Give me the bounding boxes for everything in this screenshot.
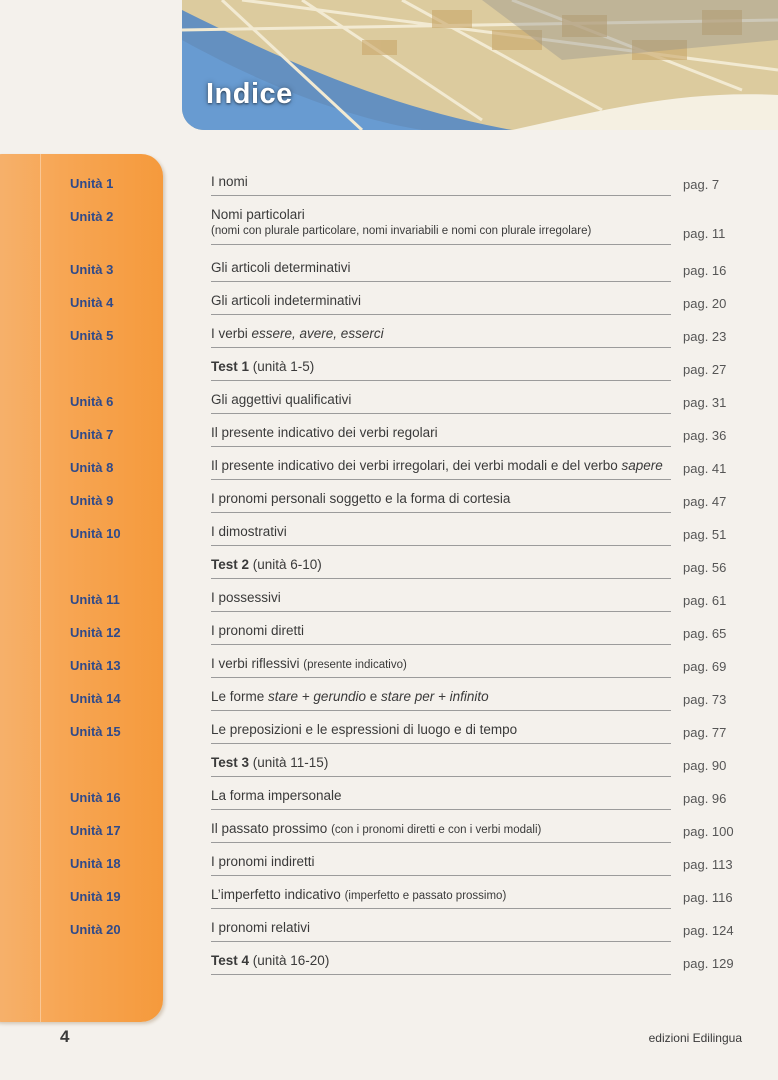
- toc-entry[interactable]: [211, 359, 671, 381]
- entry-title-part: (presente indicativo): [303, 659, 407, 671]
- entry-title-part: Il presente indicativo dei verbi regolari: [211, 425, 438, 440]
- page-ref: pag. 100: [683, 824, 734, 839]
- entry-title-part: (unità 6-10): [249, 557, 322, 572]
- toc-entry[interactable]: [211, 392, 671, 414]
- toc-entry[interactable]: [211, 722, 671, 744]
- entry-title: [211, 722, 671, 737]
- entry-title-part: Gli aggettivi qualificativi: [211, 392, 352, 407]
- entry-title: [211, 887, 671, 902]
- entry-title: [211, 174, 671, 189]
- entry-title-part: sapere: [621, 458, 663, 473]
- page-ref: pag. 11: [683, 226, 726, 241]
- entry-title-part: I pronomi diretti: [211, 623, 305, 638]
- divider: [211, 380, 671, 381]
- entry-title-part: Nomi particolari: [211, 207, 305, 222]
- divider: [211, 974, 671, 975]
- entry-title-part: I verbi riflessivi: [211, 656, 304, 671]
- unit-label: Unità 2: [70, 209, 114, 224]
- toc-entry[interactable]: [211, 207, 671, 245]
- divider: [211, 875, 671, 876]
- divider: [211, 413, 671, 414]
- entry-title-part: I pronomi relativi: [211, 920, 311, 935]
- page-number: 4: [60, 1027, 70, 1046]
- entry-title-part: Il presente indicativo dei verbi irregolari, dei verbi modali e del verbo: [211, 458, 622, 473]
- divider: [211, 908, 671, 909]
- page-ref: pag. 31: [683, 395, 727, 410]
- entry-title: [211, 920, 671, 935]
- toc-entry[interactable]: [211, 788, 671, 810]
- entry-title-part: Test 1: [211, 359, 250, 374]
- toc-entry[interactable]: [211, 557, 671, 579]
- divider: [211, 677, 671, 678]
- divider: [211, 776, 671, 777]
- unit-label: Unità 8: [70, 460, 114, 475]
- page-ref: pag. 77: [683, 725, 727, 740]
- toc-entry[interactable]: [211, 491, 671, 513]
- entry-title: [211, 326, 671, 341]
- publisher-name: edizioni Edilingua: [648, 1031, 742, 1045]
- unit-label: Unità 4: [70, 295, 114, 310]
- toc-entry[interactable]: [211, 755, 671, 777]
- toc-entry[interactable]: [211, 689, 671, 711]
- divider: [211, 281, 671, 282]
- page-ref: pag. 61: [683, 593, 727, 608]
- entry-title: [211, 458, 671, 473]
- entry-title-part: L’imperfetto indicativo: [211, 887, 345, 902]
- entry-title-part: I nomi: [211, 174, 248, 189]
- divider: [211, 644, 671, 645]
- page-ref: pag. 116: [683, 890, 733, 905]
- unit-label: Unità 10: [70, 526, 121, 541]
- unit-label: Unità 7: [70, 427, 114, 442]
- toc-entry[interactable]: [211, 174, 671, 196]
- unit-label: Unità 18: [70, 856, 121, 871]
- entry-title: [211, 557, 671, 572]
- unit-label: Unità 17: [70, 823, 121, 838]
- entry-title: [211, 524, 671, 539]
- unit-label: Unità 6: [70, 394, 114, 409]
- toc-entry[interactable]: [211, 920, 671, 942]
- header-banner: [182, 0, 778, 130]
- entry-title-part: I verbi: [211, 326, 252, 341]
- entry-title-part: Il passato prossimo: [211, 821, 332, 836]
- entry-title-part: (imperfetto e passato prossimo): [344, 890, 507, 902]
- entry-title-part: (unità 11-15): [249, 755, 329, 770]
- entry-title-part: Le preposizioni e le espressioni di luogo e di tempo: [211, 722, 518, 737]
- toc-entry[interactable]: [211, 260, 671, 282]
- entry-title-part: I pronomi personali soggetto e la forma di cortesia: [211, 491, 511, 506]
- unit-label: Unità 12: [70, 625, 121, 640]
- entry-title: [211, 623, 671, 638]
- entry-title: [211, 755, 671, 770]
- toc-entry[interactable]: [211, 458, 671, 480]
- toc-entry[interactable]: [211, 326, 671, 348]
- divider: [211, 611, 671, 612]
- divider: [211, 545, 671, 546]
- page-ref: pag. 96: [683, 791, 727, 806]
- page-ref: pag. 41: [683, 461, 727, 476]
- entry-title: [211, 854, 671, 869]
- entry-title-part: essere, avere, esserci: [251, 326, 384, 341]
- entry-title: [211, 953, 671, 968]
- divider: [211, 244, 671, 245]
- unit-label: Unità 20: [70, 922, 121, 937]
- page-ref: pag. 69: [683, 659, 727, 674]
- entry-title-part: (unità 16-20): [249, 953, 330, 968]
- divider: [211, 842, 671, 843]
- unit-label: Unità 5: [70, 328, 114, 343]
- entry-title: [211, 293, 671, 308]
- toc-entry[interactable]: [211, 887, 671, 909]
- unit-label: Unità 14: [70, 691, 121, 706]
- entry-title-part: (con i pronomi diretti e con i verbi modali): [331, 824, 542, 836]
- page-ref: pag. 73: [683, 692, 727, 707]
- page-ref: pag. 36: [683, 428, 727, 443]
- divider: [211, 347, 671, 348]
- entry-title: [211, 689, 671, 704]
- entry-title: [211, 656, 671, 671]
- divider: [211, 314, 671, 315]
- entry-title-part: Test 3: [211, 755, 250, 770]
- divider: [211, 512, 671, 513]
- divider: [211, 743, 671, 744]
- entry-title-part: Le forme: [211, 689, 269, 704]
- divider: [211, 809, 671, 810]
- entry-title: [211, 260, 671, 275]
- entry-title-part: Gli articoli indeterminativi: [211, 293, 362, 308]
- unit-label: Unità 11: [70, 592, 120, 607]
- page-ref: pag. 51: [683, 527, 727, 542]
- divider: [211, 578, 671, 579]
- page-ref: pag. 65: [683, 626, 727, 641]
- unit-label: Unità 9: [70, 493, 114, 508]
- toc-entry[interactable]: [211, 623, 671, 645]
- page-ref: pag. 7: [683, 177, 720, 192]
- entry-title: [211, 491, 671, 506]
- page-ref: pag. 56: [683, 560, 727, 575]
- entry-title-part: Gli articoli determinativi: [211, 260, 351, 275]
- entry-title-part: I pronomi indiretti: [211, 854, 315, 869]
- entry-title-part: I possessivi: [211, 590, 281, 605]
- entry-title: [211, 821, 671, 836]
- toc-entry[interactable]: [211, 293, 671, 315]
- page-ref: pag. 16: [683, 263, 727, 278]
- page-ref: pag. 90: [683, 758, 727, 773]
- toc-entry[interactable]: [211, 656, 671, 678]
- page-ref: pag. 129: [683, 956, 734, 971]
- entry-title-part: La forma impersonale: [211, 788, 342, 803]
- unit-label: Unità 13: [70, 658, 121, 673]
- toc-entry[interactable]: [211, 953, 671, 975]
- divider: [211, 479, 671, 480]
- toc-entry[interactable]: [211, 590, 671, 612]
- divider: [211, 710, 671, 711]
- unit-label: Unità 15: [70, 724, 121, 739]
- page-ref: pag. 113: [683, 857, 733, 872]
- entry-title-part: Test 4: [211, 953, 250, 968]
- toc-entry[interactable]: [211, 524, 671, 546]
- entry-title-part: (unità 1-5): [249, 359, 315, 374]
- divider: [211, 941, 671, 942]
- page-ref: pag. 23: [683, 329, 727, 344]
- entry-title: [211, 207, 671, 222]
- unit-label: Unità 1: [70, 176, 114, 191]
- divider: [211, 446, 671, 447]
- page-ref: pag. 20: [683, 296, 727, 311]
- entry-title-part: stare + gerundio: [268, 689, 366, 704]
- entry-subtitle: (nomi con plurale particolare, nomi invariabili e nomi con plurale irregolare): [211, 225, 592, 237]
- entry-title: [211, 590, 671, 605]
- toc-entry[interactable]: [211, 425, 671, 447]
- entry-title-part: Test 2: [211, 557, 250, 572]
- toc-entry[interactable]: [211, 821, 671, 843]
- entry-title-part: stare per + infinito: [381, 689, 489, 704]
- unit-label: Unità 16: [70, 790, 121, 805]
- entry-title: [211, 359, 671, 374]
- page-ref: pag. 124: [683, 923, 734, 938]
- entry-title: [211, 425, 671, 440]
- divider: [211, 195, 671, 196]
- unit-label: Unità 19: [70, 889, 121, 904]
- page-ref: pag. 27: [683, 362, 727, 377]
- unit-label: Unità 3: [70, 262, 114, 277]
- entry-title-part: I dimostrativi: [211, 524, 287, 539]
- entry-title-part: e: [365, 689, 381, 704]
- page-title: Indice: [206, 78, 293, 110]
- toc-entry[interactable]: [211, 854, 671, 876]
- entry-title: [211, 392, 671, 407]
- entry-title: [211, 788, 671, 803]
- page-ref: pag. 47: [683, 494, 727, 509]
